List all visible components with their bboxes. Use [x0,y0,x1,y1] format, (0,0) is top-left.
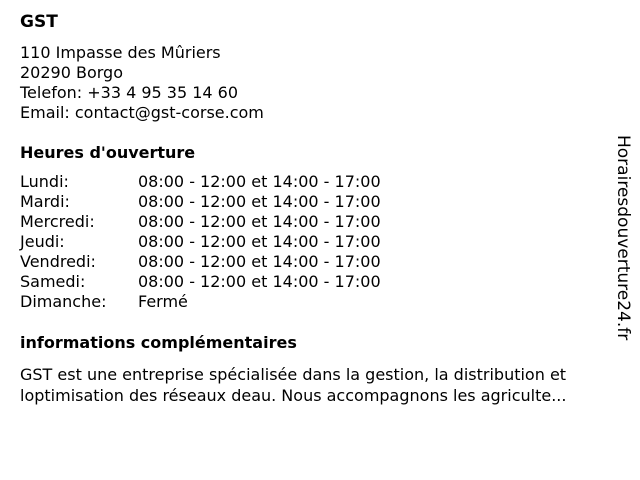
hours-row-saturday [20,272,620,292]
info-line: loptimisation des réseaux deau. Nous accompagnons les agriculte... [20,386,567,405]
time-range: 08:00 - 12:00 et 14:00 - 17:00 [138,252,381,271]
day-label: Jeudi: [20,232,65,251]
time-range: Fermé [138,292,188,311]
time-range: 08:00 - 12:00 et 14:00 - 17:00 [138,232,381,251]
hours-row-monday [20,172,620,192]
time-range: 08:00 - 12:00 et 14:00 - 17:00 [138,192,381,211]
time-range: 08:00 - 12:00 et 14:00 - 17:00 [138,172,381,191]
day-label: Lundi: [20,172,69,191]
day-label: Vendredi: [20,252,96,271]
site-watermark: Horairesdouverture24.fr [613,135,633,341]
info-title: informations complémentaires [20,333,297,352]
hours-row-sunday [20,292,620,312]
phone-number: Telefon: +33 4 95 35 14 60 [20,83,239,102]
hours-row-friday [20,252,620,272]
day-label: Mardi: [20,192,70,211]
day-label: Samedi: [20,272,86,291]
hours-title: Heures d'ouverture [20,143,196,162]
day-label: Dimanche: [20,292,107,311]
hours-table [20,172,620,312]
time-range: 08:00 - 12:00 et 14:00 - 17:00 [138,272,381,291]
company-name: GST [20,12,58,32]
hours-row-thursday [20,232,620,252]
email-address: Email: contact@gst-corse.com [20,103,264,122]
address-street: 110 Impasse des Mûriers [20,43,221,62]
address-city: 20290 Borgo [20,63,123,82]
day-label: Mercredi: [20,212,95,231]
business-card [20,10,620,406]
hours-row-wednesday [20,212,620,232]
time-range: 08:00 - 12:00 et 14:00 - 17:00 [138,212,381,231]
info-description [20,364,620,406]
hours-row-tuesday [20,192,620,212]
info-line: GST est une entreprise spécialisée dans la gestion, la distribution et [20,365,567,384]
